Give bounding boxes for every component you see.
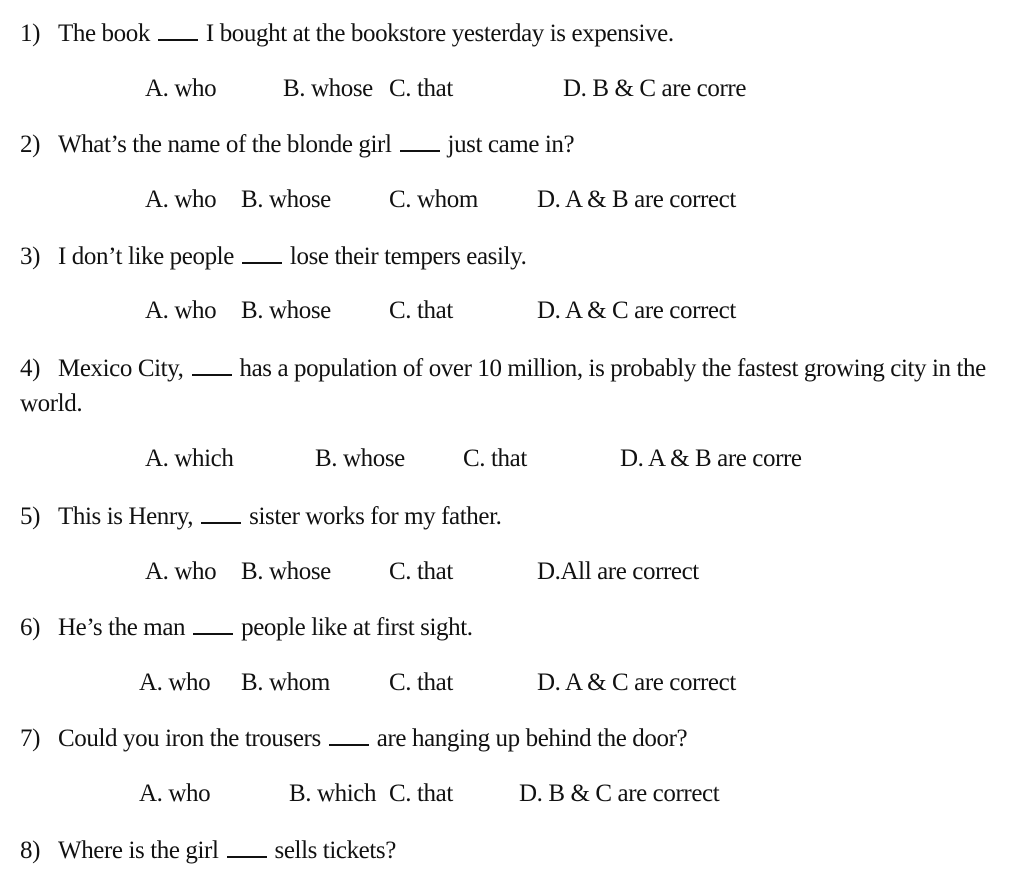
- question-text-after: I bought at the bookstore yesterday is expensive.: [205, 20, 674, 47]
- option-c: C. that: [389, 75, 453, 102]
- option-b: B. whose: [283, 75, 373, 102]
- option-b: B. whose: [241, 186, 331, 213]
- answer-blank: [329, 724, 369, 746]
- option-d: D. B & C are correct: [519, 780, 720, 807]
- option-c: C. that: [389, 558, 453, 585]
- question-number: 8): [20, 837, 41, 864]
- question-number: 5): [20, 503, 41, 530]
- option-c: C. that: [389, 297, 453, 324]
- answer-blank: [192, 354, 232, 376]
- option-a: A. which: [145, 445, 234, 472]
- question-text-before: He’s the man: [58, 614, 186, 641]
- option-d: D. A & B are corre: [620, 445, 802, 472]
- question-1: [20, 16, 1010, 51]
- option-b: B. whose: [241, 558, 331, 585]
- option-a: A. who: [145, 75, 217, 102]
- answer-blank: [158, 19, 198, 41]
- option-b: B. whose: [315, 445, 405, 472]
- question-text-before: This is Henry,: [58, 503, 194, 530]
- option-b: B. whom: [241, 669, 330, 696]
- question-text-after: sells tickets?: [274, 837, 396, 864]
- question-number: 1): [20, 20, 41, 47]
- question-text-after: people like at first sight.: [241, 614, 473, 641]
- option-b: B. whose: [241, 297, 331, 324]
- question-number: 7): [20, 725, 41, 752]
- question-number: 3): [20, 243, 41, 270]
- answer-blank: [201, 502, 241, 524]
- question-6: [20, 610, 1010, 645]
- option-c: C. that: [389, 780, 453, 807]
- question-text-before: What’s the name of the blonde girl: [58, 131, 392, 158]
- option-a: A. who: [139, 780, 211, 807]
- option-d: D. A & B are correct: [537, 186, 736, 213]
- question-number: 2): [20, 131, 41, 158]
- option-c: C. that: [389, 669, 453, 696]
- question-8: [20, 833, 1010, 868]
- question-text-after: just came in?: [447, 131, 575, 158]
- option-a: A. who: [145, 186, 217, 213]
- option-c: C. that: [463, 445, 527, 472]
- question-text-after: sister works for my father.: [249, 503, 502, 530]
- question-7: [20, 721, 1010, 756]
- option-a: A. who: [145, 297, 217, 324]
- option-a: A. who: [145, 558, 217, 585]
- question-text-before: Could you iron the trousers: [58, 725, 321, 752]
- option-d: D.All are correct: [537, 558, 699, 585]
- question-text-after: are hanging up behind the door?: [376, 725, 688, 752]
- option-c: C. whom: [389, 186, 478, 213]
- question-4: [20, 351, 1010, 421]
- answer-blank: [193, 613, 233, 635]
- question-text-after: has a population of over 10 million, is probably the fastest growing city in the world.: [20, 355, 986, 417]
- question-text-before: Mexico City,: [58, 355, 184, 382]
- question-text-before: I don’t like people: [58, 243, 234, 270]
- option-d: D. B & C are corre: [563, 75, 747, 102]
- option-d: D. A & C are correct: [537, 669, 736, 696]
- question-3: [20, 239, 1010, 274]
- question-number: 4): [20, 355, 41, 382]
- question-5: [20, 499, 1010, 534]
- option-d: D. A & C are correct: [537, 297, 736, 324]
- option-b: B. which: [289, 780, 377, 807]
- question-text-before: The book: [58, 20, 150, 47]
- question-2: [20, 127, 1010, 162]
- answer-blank: [400, 130, 440, 152]
- answer-blank: [242, 242, 282, 264]
- question-text-after: lose their tempers easily.: [289, 243, 527, 270]
- question-text-before: Where is the girl: [58, 837, 219, 864]
- question-number: 6): [20, 614, 41, 641]
- option-a: A. who: [139, 669, 211, 696]
- answer-blank: [227, 836, 267, 858]
